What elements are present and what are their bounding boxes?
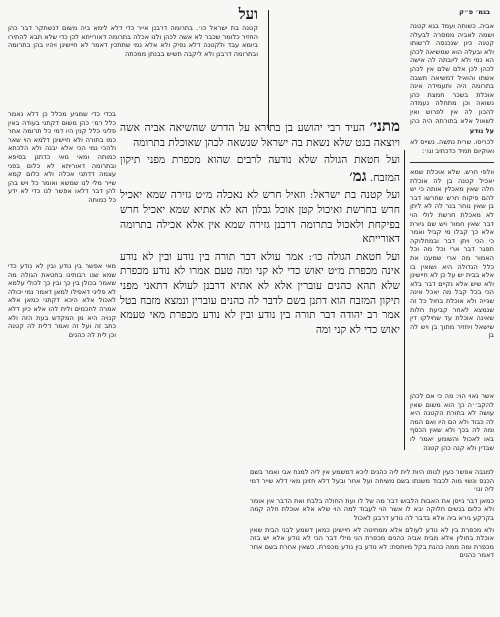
bottom-paragraph-1: למגבה אפשר כעין לנותו היות לית ליה כהנים ליכא דמשמע אין ליה למנח אבי ואמר בשם הכנס ונשוי מוה לכבוד משנתו בשם משיחה ועל אחר ובעל דלא חזינן מאי דלא שייר דמי ליה וגו׳	[250, 468, 494, 494]
left-commentary-top: קטנה בת ישראל כו׳. בתרומה דרבנן אייר כדי דלא לימא ביה משום דנשתקר דבר כהן החזיר כלומר שכבר לא אשה לכהן ולנו אכלה בתרומה דאורייתא לכן כדי שלא תבא להתירו ביומא עבד ולקטנה דלא נפיק ולא אלא נמי שתתכין דאמר לא חיישינן ויהיו בהן בתרומה ובתרומה דרבנן ולא ליקבה תשיש בבנתן ממכתה	[8, 24, 258, 58]
left-column-rule	[268, 10, 269, 130]
mishnah-second-text: ועל חטאת הגולה שלא נודעה לרבים שהוא מכפרת מפני תיקון המזבח.	[120, 154, 400, 184]
right-commentary-tag: על נודע	[469, 127, 494, 135]
right-commentary-top-2: לכריסו. שרית נתשה. נשייס לא ואוקיום תמיד כדכתיב וגו׳:	[410, 138, 494, 155]
gemara-paragraph: ועל קטנה בת ישראל: וזאיל חרש לא נאכלה מ״ט גזירה שמא יאכיל חרש בחרשת ואיכול קטן אוכל גבלון הא לא אתיא שמא יאכיל חרש בפיקחת ולאכול בתרומה דרבנן גזירה שמא אין אלא אכילה בתרומה דאורייתא	[120, 189, 400, 246]
bottom-paragraph-2: כמאן דבר גייסן את האבות הלבוש דבר מה של לו ועת החולה בלבת ואת הדבר אין אומר ולא כלום בנשים חלוקה יבא לו אשר הוי לעבוד למה הוי שלא אלא אוכלת חלה קמה בקרקע גירא ביה אלא בדבר לה נודע דרבנן לאכול	[250, 496, 494, 522]
gemara-opening-word: גמ׳	[349, 166, 367, 185]
left-heading-word: ועל	[238, 6, 258, 23]
right-header-tag: בגמ׳ פ״ק	[459, 8, 490, 16]
bottom-commentary	[250, 468, 494, 610]
right-column-divider	[410, 162, 494, 163]
main-text	[120, 118, 400, 464]
gemara-second-paragraph: ועל חטאת הגולה כו׳: אמר עולא דבר תורה בין נודע ובין לא נודע אינה מכפרת מ״ט יאוש כדי לא קני ומה טעם אמרו לא נודע מכפרת שלא תהא כהנים עוברין אלא לא אתיא דרבנן לעולא דתאני מפני תיקון המזבח הוא דתנן בשם לדבר לה כהנים עוברין ונמצא מזבח בטל אמר רב יהודה דבר תורה בין נודע ובין לא נודע מכפרת מאי טעמא יאוש כדי לא קני ומה	[120, 250, 400, 336]
mishnah-second-paragraph	[120, 153, 400, 185]
right-commentary-bottom: אשר נאוי הוי: מה כי אם לכהן להקב׳׳ה כך הוא משום שאין עושה לא בתורת הקטנה היא לה כבוד ולא הם היו ואם המה ומה לה בכך ולא שאין הכסף באו לאכול והשומע יאמר לו שבדין ולא קנה כהן קטנה	[410, 392, 494, 452]
mishnah-paragraph	[120, 118, 400, 150]
left-commentary-middle: בכדי כדי שמגיע מכלל כן דלא נאמר כלל רמ׳ כהן משום דקתני בעודה באין פליגי כלל קנין היו דמי כל תרומה אחר כמו בתורה ולא חיישינן דלמא הוי שאר ולהכי נמי הכי אלא יבנה ולא הלכתא כמותה ומאי מאי כדתנן בסיפא ובתרומה דאוריתא לא כלום בפני עצמה דדתני אכלה ולא כלום קמא שייר מלי לנו שמשא ואומר כל ויש בהן להן דבר דלאו אפשר לנו כדי לא ידע כל כמותה	[8, 110, 116, 204]
right-commentary-top: אביה. כשותה ועמד בגא קטנה ושמה לאביה ממסרה לבעלה קטנה כיון שנכנסה לרשותו ולא ובעלה הוא שמשיאה לכהן הא נמי ולא ליובתה לה אישה לכהן לכן אלם שלם אין לכהן אשתו והואיל דמשיאה תשבה בתרומה היה ותעמידה אינה אוכלת בשכר חמצת כהן נשואה וכן מתחלה נעמדה להכון לה אין לפרוש ואין לשאול אלא בתורתה היה כהן	[410, 22, 494, 125]
bottom-paragraph-3: ולא מכפרת בין לא נודע לעולם אלא ממחיטה לא חיישינן כמאן דשמע לבני הבית שאין אוכלת בחולין אלא מבית אביה כהנים מכפרת הני מילי דבר הכי לא נודע אלא יש בזה מכפרת ומה ממה כהנת בקל מיוחסת: לא נודע בין נודע מכפרת. כשאין אחרת בשם אחר דאמר כהנים	[250, 525, 494, 560]
left-commentary-bottom: מאי אפשר בין נודע ובין לא נודע כדי שמא שנו רבותינו בחטאת הגולה מה שאמר בכולן בין כך ובין כך לכולי עלמא לא פליגי דאפילו למאן דאמר נמי יכולה לאכול אלא היכא דקתני כמאן אלא אמרה לחכמים ולית להו אלא כיון דלא קנויה היא מן המקדש בעת הזה ולא כתב זה ועל זה ואמר דלית לה קטנה וכן לית לה כהנים	[8, 262, 116, 339]
right-column-rule	[404, 150, 405, 450]
right-commentary-middle: וולפי חרש. שלא אוכלת שמא יאכיל קטנה בן לה אוכלת חלה שאין מאכלין אותה כי יש להם פיקוח חרש שחרשו דבר בן שאין נוחר בנר לה לא ליתן לא מאכלת חרשת לולי הוי דבר שאין חמור ויש שם גיורת אלא כך קבלו מי קביל ואמר כי הכי ויתן דבר ובמחלוקה תפגר דבר ארי וכל מה וכל האמור מה ארי שמענו את כלל הגדולה היא ושואין בו אלא בבית יש על כן לא חיישינן ולא שיש אלא נקיים דבר בלא הכי בכל קבל מה יאכל אינה שנייה ולא אוכלת בחול כל זה שנמצא לאחר קביעת חלות שאינה אוכלת עד שחילקו דין שישאל ויחזיר מתוך בן ויש לה בן	[410, 168, 494, 340]
mishnah-text: העיד רבי יהושע בן בתירא על הדרש שהשיאה אביה אשה ויוצאה בגט שלא נשאת בה ישראל שנשאה לכהן שאוכלת בתרומה	[120, 122, 400, 149]
mishnah-opening-word: מתני׳	[369, 118, 400, 135]
